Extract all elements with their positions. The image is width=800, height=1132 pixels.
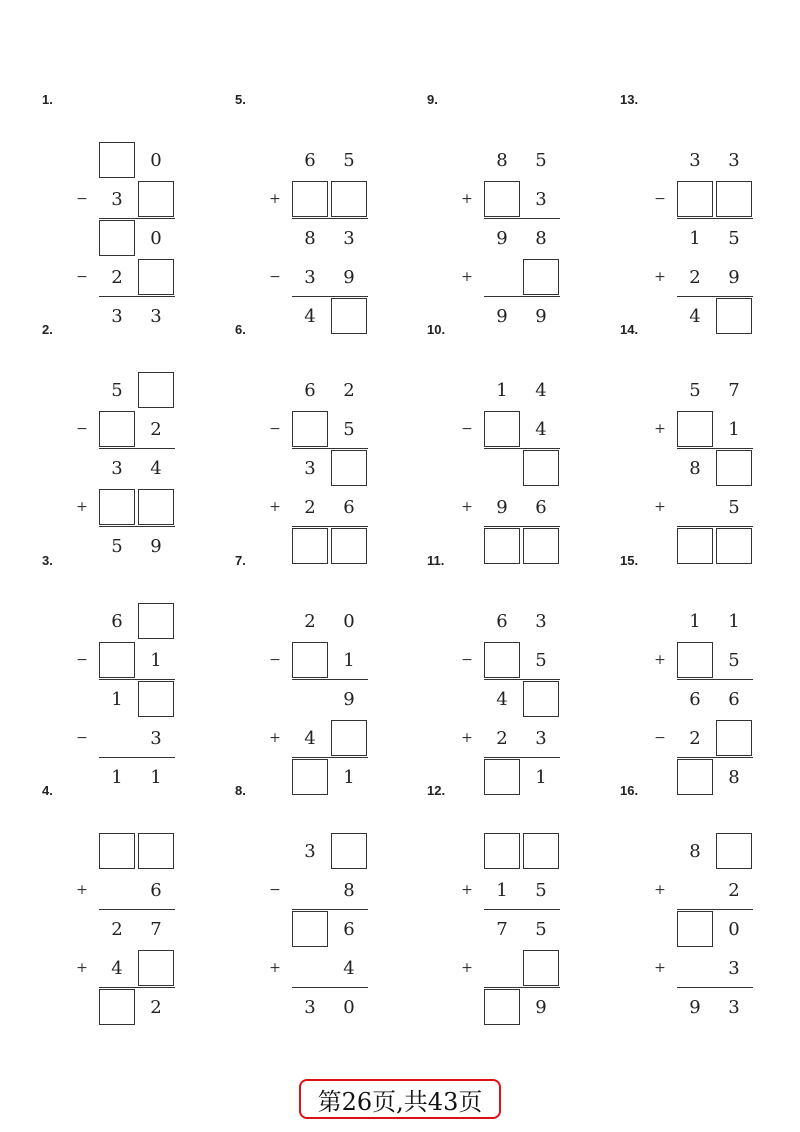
digit: 6: [728, 688, 740, 710]
operator-sign: +: [654, 269, 666, 285]
sum-line: [99, 679, 175, 680]
digit: 9: [496, 305, 508, 327]
digit: 6: [304, 149, 316, 171]
answer-box[interactable]: [331, 181, 367, 217]
digit: [292, 872, 328, 908]
digit: 8: [728, 766, 740, 788]
problem-8: [235, 783, 425, 1018]
problem-11: [427, 553, 617, 788]
answer-box[interactable]: [138, 489, 174, 525]
digit: [292, 681, 328, 717]
digit: [484, 950, 520, 986]
answer-box[interactable]: [138, 259, 174, 295]
digit: 3: [689, 149, 701, 171]
digit: 3: [150, 727, 162, 749]
answer-box[interactable]: [138, 181, 174, 217]
operator-sign: +: [461, 499, 473, 515]
digit: 5: [689, 379, 701, 401]
problem-number: 4.: [42, 783, 53, 798]
digit: 2: [689, 727, 701, 749]
sum-line: [99, 757, 175, 758]
sum-line: [292, 526, 368, 527]
digit: 6: [496, 610, 508, 632]
digit: 6: [150, 879, 162, 901]
digit: 4: [111, 957, 123, 979]
digit: 3: [535, 188, 547, 210]
digit: 2: [343, 379, 355, 401]
digit: 9: [343, 688, 355, 710]
digit: [99, 720, 135, 756]
answer-box[interactable]: [99, 220, 135, 256]
operator-sign: +: [269, 730, 281, 746]
problem-number: 9.: [427, 92, 438, 107]
problem-number: 2.: [42, 322, 53, 337]
sum-line: [99, 296, 175, 297]
digit: 7: [496, 918, 508, 940]
digit: 3: [304, 996, 316, 1018]
problem-number: 8.: [235, 783, 246, 798]
answer-box[interactable]: [331, 720, 367, 756]
digit: [677, 872, 713, 908]
problem-number: 1.: [42, 92, 53, 107]
digit: 1: [111, 688, 123, 710]
answer-box[interactable]: [677, 911, 713, 947]
problem-number: 14.: [620, 322, 639, 337]
problem-10: [427, 322, 617, 552]
digit: 4: [343, 957, 355, 979]
operator-sign: +: [654, 499, 666, 515]
answer-box[interactable]: [716, 720, 752, 756]
problem-7: [235, 553, 425, 788]
digit: 3: [111, 188, 123, 210]
answer-box[interactable]: [716, 450, 752, 486]
sum-line: [292, 987, 368, 988]
problem-number: 7.: [235, 553, 246, 568]
digit: 2: [111, 266, 123, 288]
digit: 2: [304, 496, 316, 518]
digit: 1: [728, 610, 740, 632]
problem-12: [427, 783, 617, 1018]
problem-number: 12.: [427, 783, 446, 798]
answer-box[interactable]: [716, 833, 752, 869]
digit: 2: [689, 266, 701, 288]
sum-line: [484, 526, 560, 527]
digit: 9: [496, 227, 508, 249]
digit: 2: [150, 996, 162, 1018]
digit: 9: [496, 496, 508, 518]
digit: 3: [728, 149, 740, 171]
answer-box[interactable]: [99, 142, 135, 178]
digit: 0: [150, 227, 162, 249]
answer-box[interactable]: [484, 989, 520, 1025]
digit: 3: [728, 996, 740, 1018]
sum-line: [292, 218, 368, 219]
sum-line: [484, 909, 560, 910]
digit: 8: [689, 840, 701, 862]
digit: 5: [728, 227, 740, 249]
digit: 5: [111, 379, 123, 401]
digit: 1: [535, 766, 547, 788]
answer-box[interactable]: [331, 833, 367, 869]
sum-line: [677, 757, 753, 758]
problem-number: 11.: [427, 553, 445, 568]
answer-box[interactable]: [292, 411, 328, 447]
digit: 8: [496, 149, 508, 171]
digit: 5: [535, 879, 547, 901]
operator-sign: −: [269, 882, 281, 898]
answer-box[interactable]: [292, 181, 328, 217]
digit: 6: [111, 610, 123, 632]
digit: 6: [343, 918, 355, 940]
operator-sign: +: [461, 191, 473, 207]
answer-box[interactable]: [484, 642, 520, 678]
digit: 8: [535, 227, 547, 249]
digit: 3: [535, 727, 547, 749]
digit: 3: [535, 610, 547, 632]
digit: 7: [150, 918, 162, 940]
digit: 5: [343, 149, 355, 171]
digit: 8: [343, 879, 355, 901]
answer-box[interactable]: [138, 833, 174, 869]
digit: 5: [343, 418, 355, 440]
digit: 1: [689, 227, 701, 249]
operator-sign: +: [76, 499, 88, 515]
digit: 5: [728, 649, 740, 671]
sum-line: [484, 218, 560, 219]
digit: [484, 450, 520, 486]
operator-sign: +: [76, 882, 88, 898]
operator-sign: −: [269, 269, 281, 285]
operator-sign: −: [654, 730, 666, 746]
digit: 6: [343, 496, 355, 518]
digit: 1: [150, 766, 162, 788]
answer-box[interactable]: [99, 411, 135, 447]
digit: 5: [535, 649, 547, 671]
digit: 0: [150, 149, 162, 171]
digit: [677, 950, 713, 986]
digit: [677, 489, 713, 525]
problem-6: [235, 322, 425, 552]
digit: 0: [728, 918, 740, 940]
digit: 4: [304, 727, 316, 749]
digit: 5: [728, 496, 740, 518]
answer-box[interactable]: [523, 950, 559, 986]
digit: 4: [304, 305, 316, 327]
digit: 1: [496, 879, 508, 901]
sum-line: [677, 218, 753, 219]
digit: 4: [535, 379, 547, 401]
digit: 5: [535, 149, 547, 171]
problem-2: [42, 322, 232, 557]
sum-line: [292, 296, 368, 297]
answer-box[interactable]: [99, 833, 135, 869]
answer-box[interactable]: [138, 681, 174, 717]
digit: 2: [496, 727, 508, 749]
sum-line: [677, 987, 753, 988]
sum-line: [292, 448, 368, 449]
answer-box[interactable]: [292, 911, 328, 947]
problem-1: [42, 92, 232, 327]
digit: 9: [535, 305, 547, 327]
digit: 6: [535, 496, 547, 518]
sum-line: [484, 757, 560, 758]
digit: 1: [111, 766, 123, 788]
digit: 9: [535, 996, 547, 1018]
digit: 9: [150, 535, 162, 557]
operator-sign: +: [654, 960, 666, 976]
problem-number: 5.: [235, 92, 246, 107]
answer-box[interactable]: [677, 642, 713, 678]
answer-box[interactable]: [677, 181, 713, 217]
operator-sign: +: [654, 882, 666, 898]
digit: 0: [343, 610, 355, 632]
digit: 2: [304, 610, 316, 632]
problem-number: 6.: [235, 322, 246, 337]
sum-line: [99, 909, 175, 910]
operator-sign: +: [461, 269, 473, 285]
sum-line: [99, 218, 175, 219]
digit: 2: [728, 879, 740, 901]
digit: 1: [343, 649, 355, 671]
digit: [484, 259, 520, 295]
digit: 3: [111, 457, 123, 479]
answer-box[interactable]: [523, 681, 559, 717]
answer-box[interactable]: [331, 450, 367, 486]
sum-line: [677, 909, 753, 910]
digit: 4: [689, 305, 701, 327]
answer-box[interactable]: [292, 642, 328, 678]
operator-sign: −: [461, 652, 473, 668]
digit: 3: [304, 266, 316, 288]
operator-sign: −: [76, 730, 88, 746]
digit: 9: [728, 266, 740, 288]
digit: 3: [343, 227, 355, 249]
problem-4: [42, 783, 232, 1018]
problem-3: [42, 553, 232, 788]
sum-line: [99, 987, 175, 988]
digit: 4: [535, 418, 547, 440]
answer-box[interactable]: [138, 372, 174, 408]
digit: 1: [150, 649, 162, 671]
answer-box[interactable]: [138, 950, 174, 986]
digit: 5: [535, 918, 547, 940]
answer-box[interactable]: [99, 989, 135, 1025]
sum-line: [99, 526, 175, 527]
sum-line: [484, 679, 560, 680]
digit: 3: [728, 957, 740, 979]
sum-line: [292, 757, 368, 758]
digit: 3: [111, 305, 123, 327]
problem-number: 10.: [427, 322, 446, 337]
operator-sign: +: [461, 730, 473, 746]
problem-13: [620, 92, 800, 327]
operator-sign: +: [461, 882, 473, 898]
answer-box[interactable]: [523, 450, 559, 486]
operator-sign: +: [269, 960, 281, 976]
sum-line: [677, 296, 753, 297]
digit: 0: [343, 996, 355, 1018]
operator-sign: +: [654, 652, 666, 668]
operator-sign: −: [269, 652, 281, 668]
sum-line: [99, 448, 175, 449]
digit: 5: [111, 535, 123, 557]
digit: 3: [150, 305, 162, 327]
answer-box[interactable]: [138, 603, 174, 639]
sum-line: [292, 909, 368, 910]
digit: 4: [150, 457, 162, 479]
digit: 8: [304, 227, 316, 249]
digit: 1: [496, 379, 508, 401]
digit: [99, 872, 135, 908]
sum-line: [677, 526, 753, 527]
problem-number: 13.: [620, 92, 639, 107]
answer-box[interactable]: [716, 181, 752, 217]
digit: 9: [689, 996, 701, 1018]
answer-box[interactable]: [523, 259, 559, 295]
operator-sign: −: [654, 191, 666, 207]
answer-box[interactable]: [484, 181, 520, 217]
operator-sign: −: [76, 191, 88, 207]
digit: 6: [689, 688, 701, 710]
problem-14: [620, 322, 800, 552]
page-indicator: 第26页,共43页: [299, 1079, 501, 1119]
digit: 3: [304, 840, 316, 862]
sum-line: [292, 679, 368, 680]
answer-box[interactable]: [484, 411, 520, 447]
digit: 2: [150, 418, 162, 440]
operator-sign: −: [76, 269, 88, 285]
digit: 1: [689, 610, 701, 632]
answer-box[interactable]: [677, 411, 713, 447]
digit: 9: [343, 266, 355, 288]
answer-box[interactable]: [523, 833, 559, 869]
problem-number: 3.: [42, 553, 53, 568]
sum-line: [484, 448, 560, 449]
digit: [292, 950, 328, 986]
digit: 8: [689, 457, 701, 479]
sum-line: [484, 296, 560, 297]
problem-16: [620, 783, 800, 1018]
operator-sign: +: [76, 960, 88, 976]
sum-line: [677, 448, 753, 449]
sum-line: [484, 987, 560, 988]
digit: 7: [728, 379, 740, 401]
digit: 4: [496, 688, 508, 710]
problem-9: [427, 92, 617, 327]
digit: 1: [728, 418, 740, 440]
operator-sign: −: [76, 421, 88, 437]
digit: 3: [304, 457, 316, 479]
operator-sign: +: [461, 960, 473, 976]
digit: 2: [111, 918, 123, 940]
operator-sign: +: [654, 421, 666, 437]
operator-sign: −: [76, 652, 88, 668]
digit: 1: [343, 766, 355, 788]
problem-5: [235, 92, 425, 327]
operator-sign: −: [269, 421, 281, 437]
operator-sign: −: [461, 421, 473, 437]
operator-sign: +: [269, 191, 281, 207]
answer-box[interactable]: [99, 489, 135, 525]
problem-number: 15.: [620, 553, 639, 568]
digit: 6: [304, 379, 316, 401]
answer-box[interactable]: [99, 642, 135, 678]
sum-line: [677, 679, 753, 680]
operator-sign: +: [269, 499, 281, 515]
problem-15: [620, 553, 800, 788]
problem-number: 16.: [620, 783, 639, 798]
answer-box[interactable]: [484, 833, 520, 869]
